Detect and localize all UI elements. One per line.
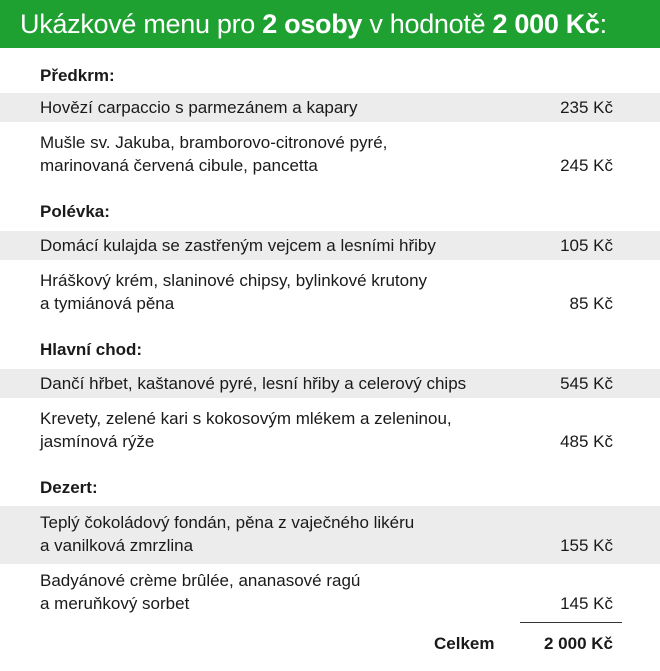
item-price: 105 Kč xyxy=(560,236,613,255)
item-price: 545 Kč xyxy=(560,374,613,393)
item-price: 85 Kč xyxy=(569,294,613,313)
item-name-line-1: Krevety, zelené kari s kokosovým mlékem a zeleninou, xyxy=(40,409,452,428)
item-name: Hovězí carpaccio s parmezánem a kapary xyxy=(40,98,358,117)
title-part-1: Ukázkové menu pro xyxy=(20,9,263,39)
item-name xyxy=(40,569,510,615)
menu-item xyxy=(0,506,660,564)
item-name xyxy=(40,407,510,453)
item-price: 155 Kč xyxy=(560,536,613,555)
section-title-predkrm: Předkrm: xyxy=(40,66,115,85)
menu-item xyxy=(0,122,660,180)
item-name-line-2: a tymiánová pěna xyxy=(40,294,175,313)
item-name-line-2: marinovaná červená cibule, pancetta xyxy=(40,156,318,175)
menu-item xyxy=(0,564,660,622)
item-name xyxy=(40,511,510,557)
item-price: 235 Kč xyxy=(560,98,613,117)
section-title-hlavni-chod: Hlavní chod: xyxy=(40,340,143,359)
item-name-line-2: jasmínová rýže xyxy=(40,432,155,451)
total-divider xyxy=(520,622,622,623)
section-title-dezert: Dezert: xyxy=(40,478,98,497)
section-title-polevka: Polévka: xyxy=(40,202,110,221)
item-name-line-2: a meruňkový sorbet xyxy=(40,594,190,613)
item-price: 145 Kč xyxy=(560,594,613,613)
item-name xyxy=(40,131,510,177)
item-name: Domácí kulajda se zastřeným vejcem a lesními hřiby xyxy=(40,236,436,255)
title-persons: 2 osoby xyxy=(262,9,363,39)
total-value: 2 000 Kč xyxy=(544,634,613,653)
menu-item xyxy=(0,398,660,456)
item-name xyxy=(40,269,510,315)
page-header xyxy=(0,0,660,48)
item-name-line-1: Teplý čokoládový fondán, pěna z vaječného likéru xyxy=(40,513,415,532)
title-amount: 2 000 Kč xyxy=(492,9,600,39)
item-name-line-1: Badyánové crème brûlée, ananasové ragú xyxy=(40,571,361,590)
page-title xyxy=(20,0,607,48)
title-part-3: : xyxy=(599,9,607,39)
menu-item xyxy=(0,260,660,318)
title-part-2: v hodnotě xyxy=(362,9,493,39)
item-name-line-1: Mušle sv. Jakuba, bramborovo-citronové pyré, xyxy=(40,133,388,152)
item-price: 485 Kč xyxy=(560,432,613,451)
item-name: Dančí hřbet, kaštanové pyré, lesní hřiby a celerový chips xyxy=(40,374,467,393)
item-name-line-1: Hráškový krém, slaninové chipsy, bylinkové krutony xyxy=(40,271,428,290)
item-name-line-2: a vanilková zmrzlina xyxy=(40,536,194,555)
menu-item xyxy=(0,231,660,260)
menu-item xyxy=(0,369,660,398)
total-label: Celkem xyxy=(434,634,495,653)
menu-item xyxy=(0,93,660,122)
item-price: 245 Kč xyxy=(560,156,613,175)
